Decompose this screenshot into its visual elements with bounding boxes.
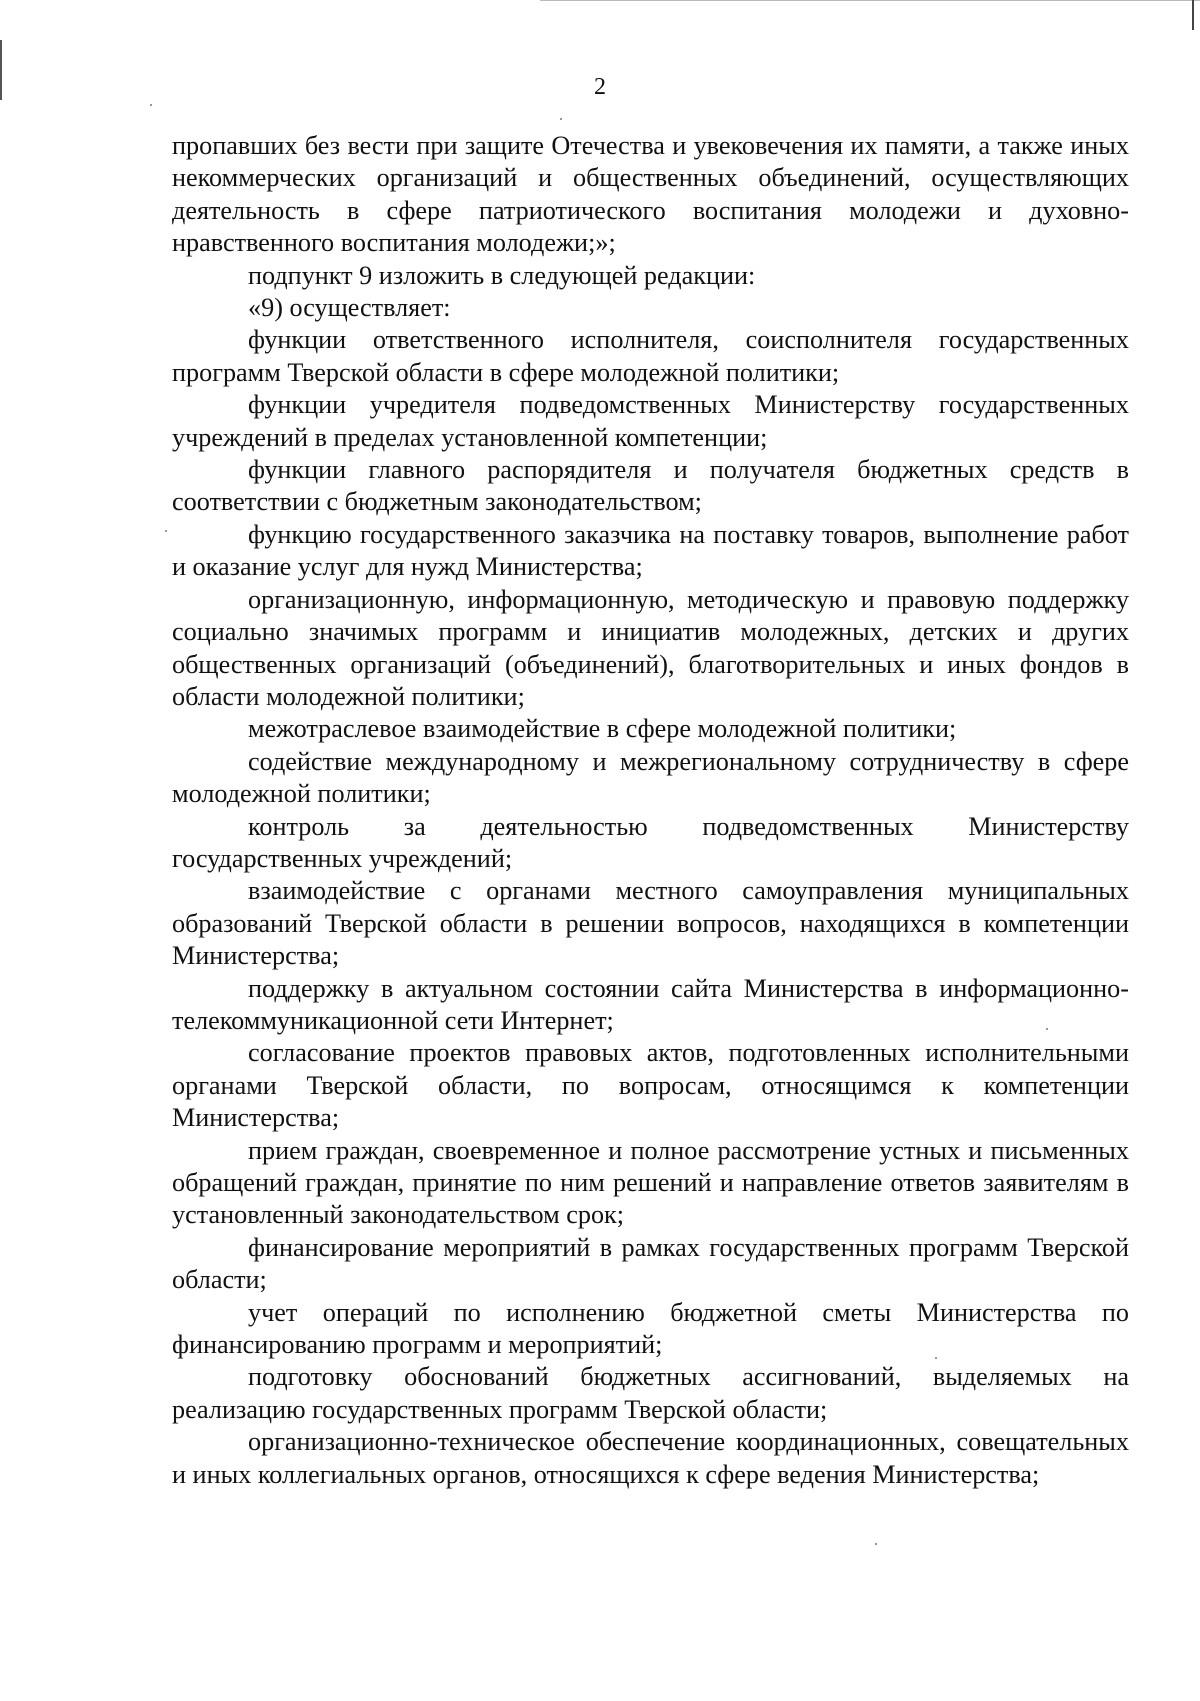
paragraph: функции учредителя подведомственных Министерству государственных учреждений в пределах установленной компетенции;: [172, 390, 1129, 452]
scan-speck: [165, 530, 167, 532]
page-number: 2: [594, 74, 606, 100]
paragraph: поддержку в актуальном состоянии сайта Министерства в информационно-телекоммуникационной сети Интернет;: [172, 973, 1129, 1035]
paragraph: функции главного распорядителя и получателя бюджетных средств в соответствии с бюджетным законодательством;: [172, 455, 1129, 517]
paragraph: организационно-техническое обеспечение координационных, совещательных и иных коллегиальных органов, относящихся к сфере ведения Министерства;: [172, 1427, 1129, 1489]
scan-speck: [875, 1543, 877, 1545]
paragraph: межотраслевое взаимодействие в сфере молодежной политики;: [248, 714, 957, 744]
scan-edge-mark: [540, 0, 1200, 1]
paragraph: пропавших без вести при защите Отечества и увековечения их памяти, а также иных некоммерческих организаций и общественных объединений, осуществляющих деятельность в сфере патриотического воспитания молодежи и духовно-нравственного воспитания молодежи;»;: [172, 131, 1129, 258]
paragraph: организационную, информационную, методическую и правовую поддержку социально значимых программ и инициатив молодежных, детских и других общественных организаций (объединений), благотворительных и иных фондов в области молодежной политики;: [172, 584, 1129, 711]
paragraph: функцию государственного заказчика на поставку товаров, выполнение работ и оказание услуг для нужд Министерства;: [172, 519, 1129, 582]
paragraph: прием граждан, своевременное и полное рассмотрение устных и письменных обращений граждан, принятие по ним решений и направление ответов заявителям в установленный законодательством срок;: [172, 1135, 1129, 1230]
scan-speck: [150, 104, 152, 106]
paragraph: финансирование мероприятий в рамках государственных программ Тверской области;: [172, 1232, 1129, 1295]
paragraph: подготовку обоснований бюджетных ассигнований, выделяемых на реализацию государственных программ Тверской области;: [172, 1362, 1129, 1424]
paragraph: содействие международному и межрегиональному сотрудничеству в сфере молодежной политики;: [172, 746, 1129, 809]
paragraph: согласование проектов правовых актов, подготовленных исполнительными органами Тверской области, по вопросам, относящимся к компетенции Министерства;: [172, 1038, 1129, 1133]
paragraph: контроль за деятельностью подведомственных Министерству государственных учреждений;: [172, 811, 1129, 873]
paragraph: взаимодействие с органами местного самоуправления муниципальных образований Тверской области в решении вопросов, находящихся в компетенции Министерства;: [172, 876, 1129, 971]
document-body: [172, 130, 1129, 1491]
scan-edge-mark: [1192, 0, 1194, 30]
paragraph: «9) осуществляет:: [248, 293, 451, 323]
paragraph: функции ответственного исполнителя, соисполнителя государственных программ Тверской области в сфере молодежной политики;: [172, 325, 1129, 387]
scan-speck: [560, 118, 562, 120]
paragraph: учет операций по исполнению бюджетной сметы Министерства по финансированию программ и мероприятий;: [172, 1297, 1129, 1360]
paragraph: подпункт 9 изложить в следующей редакции:: [248, 260, 756, 290]
